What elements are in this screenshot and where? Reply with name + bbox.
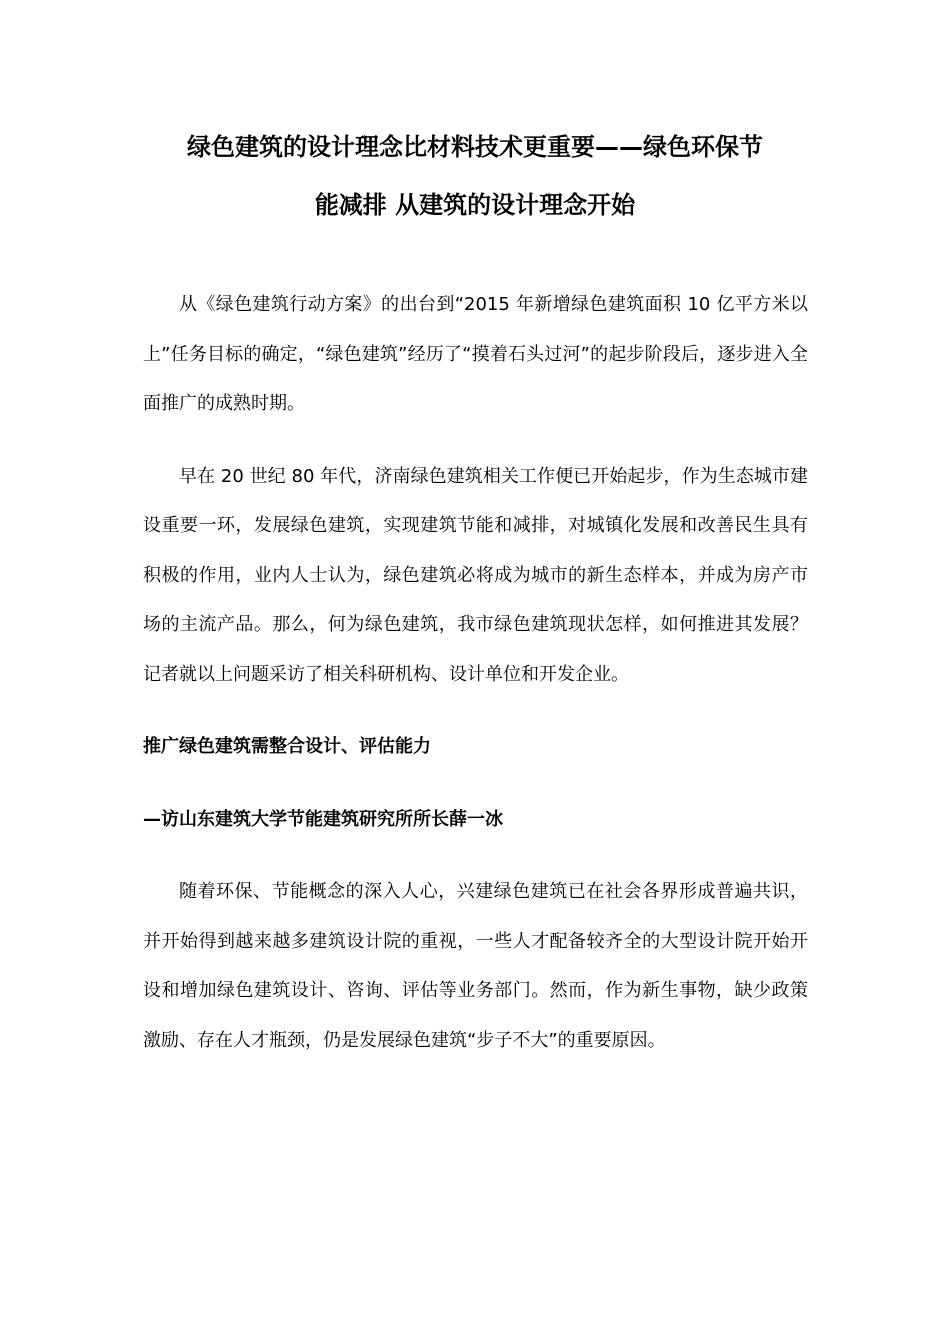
intro-paragraph-2: 早在 20 世纪 80 年代，济南绿色建筑相关工作便已开始起步，作为生态城市建设重要一环，发展绿色建筑，实现建筑节能和减排，对城镇化发展和改善民生具有积极的作用，业内人士认为，绿色建筑必将成为城市的新生态样本，并成为房产市场的主流产品。那么，何为绿色建筑，我市绿色建筑现状怎样，如何推进其发展？记者就以上问题采访了相关科研机构、设计单位和开发企业。 (143, 465, 808, 685)
document-title (142, 118, 808, 234)
intro-paragraph-1: 从《绿色建筑行动方案》的出台到“2015 年新增绿色建筑面积 10 亿平方米以上”任务目标的确定，“绿色建筑”经历了“摸着石头过河”的起步阶段后，逐步进入全面推广的成熟时期。 (143, 294, 808, 414)
section-subheading: —访山东建筑大学节能建筑研究所所长薛一冰 (143, 808, 503, 830)
section-paragraph: 随着环保、节能概念的深入人心，兴建绿色建筑已在社会各界形成普遍共识，并开始得到越来越多建筑设计院的重视，一些人才配备较齐全的大型设计院开始开设和增加绿色建筑设计、咨询、评估等业务部门。然而，作为新生事物，缺少政策激励、存在人才瓶颈，仍是发展绿色建筑“步子不大”的重要原因。 (143, 881, 808, 1051)
title-line-2: 能减排 从建筑的设计理念开始 (314, 191, 636, 219)
title-line-1: 绿色建筑的设计理念比材料技术更重要——绿色环保节 (187, 133, 763, 161)
section-heading: 推广绿色建筑需整合设计、评估能力 (143, 736, 431, 757)
document-body (143, 280, 808, 1065)
